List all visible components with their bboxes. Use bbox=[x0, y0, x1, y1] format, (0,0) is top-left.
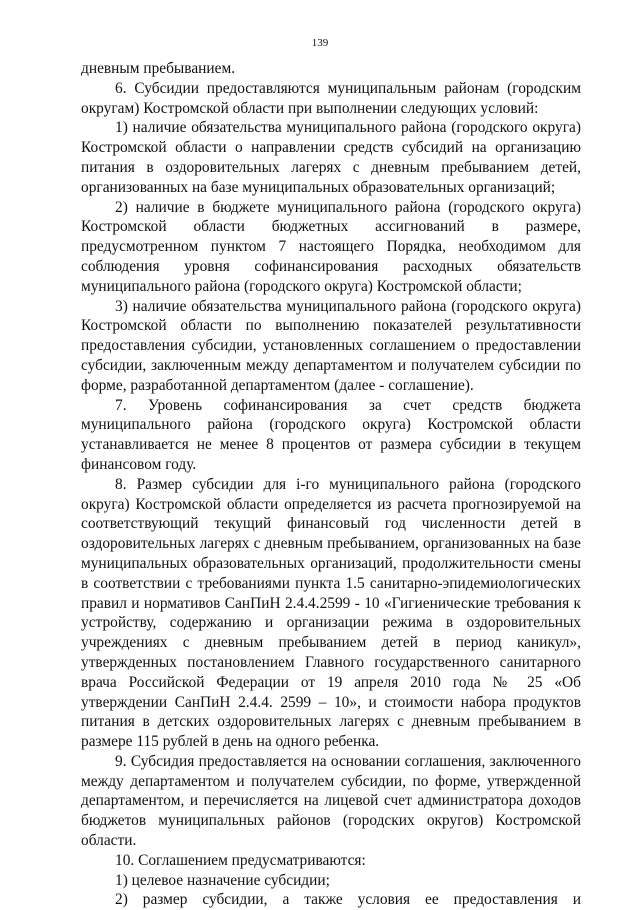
paragraph-6-item-2: 2) наличие в бюджете муниципального района (городского округа) Костромской области бюджетных ассигнований в размере, предусмотренном пунктом 7 настоящего Порядка, необходимом для соблюдения уровня софинансирования расходных обязательств муниципального района (городского округа) Костромской области; bbox=[81, 198, 581, 295]
paragraph-10: 10. Соглашением предусматриваются: bbox=[115, 851, 366, 869]
paragraph-continuation: дневным пребыванием. bbox=[81, 60, 236, 77]
paragraph-6-item-3: 3) наличие обязательства муниципального района (городского округа) Костромской области по выполнению показателей результативности предоставления субсидии, установленных соглашением о предоставлении субсидии, заключенным между департаментом и получателем субсидии по форме, разработанной департаментом (далее - соглашение). bbox=[81, 297, 581, 394]
paragraph-7: 7. Уровень софинансирования за счет средств бюджета муниципального района (городского округа) Костромской области устанавливается не менее 8 процентов от размера субсидии в текущем финансовом году. bbox=[81, 396, 581, 473]
paragraph-9: 9. Субсидия предоставляется на основании соглашения, заключенного между департаментом и получателем субсидии, по форме, утвержденной департаментом, и перечисляется на лицевой счет администратора доходов бюджетов муниципальных районов (городских округов) Костромской области. bbox=[81, 752, 581, 850]
paragraph-10-item-2: 2) размер субсидии, а также условия ее предоставления и bbox=[115, 891, 581, 909]
paragraph-8: 8. Размер субсидии для i-го муниципального района (городского округа) Костромской области определяется из расчета прогнозируемой на соответствующий текущий финансовый год численности детей в оздоровительных лагерях с дневным пребыванием, организованных на базе муниципальных образовательных организаций, продолжительности смены в соответствии с требованиями пункта 1.5 санитарно-эпидемиологических правил и нормативов СанПиН 2.4.4.2599 - 10 «Гигиенические требования к устройству, содержанию и организации режима в оздоровительных учреждениях с дневным пребыванием детей в период каникул», утвержденных постановлением Главного государственного санитарного врача Российской Федерации от 19 апреля 2010 года № 25 «Об утверждении СанПиН 2.4.4. 2599 – 10», и стоимости набора продуктов питания в детских оздоровительных лагерях с дневным пребыванием в размере 115 рублей в день на одного ребенка. bbox=[81, 475, 581, 751]
document-body bbox=[81, 59, 581, 910]
paragraph-10-item-1: 1) целевое назначение субсидии; bbox=[115, 871, 330, 889]
paragraph-6-item-1: 1) наличие обязательства муниципального района (городского округа) Костромской области о направлении средств субсидий на организацию питания в оздоровительных лагерях с дневным пребыванием детей, организованных на базе муниципальных образовательных организаций; bbox=[81, 119, 581, 196]
paragraph-6: 6. Субсидии предоставляются муниципальным районам (городским округам) Костромской области при выполнении следующих условий: bbox=[81, 79, 581, 117]
page-number: 139 bbox=[311, 37, 329, 49]
